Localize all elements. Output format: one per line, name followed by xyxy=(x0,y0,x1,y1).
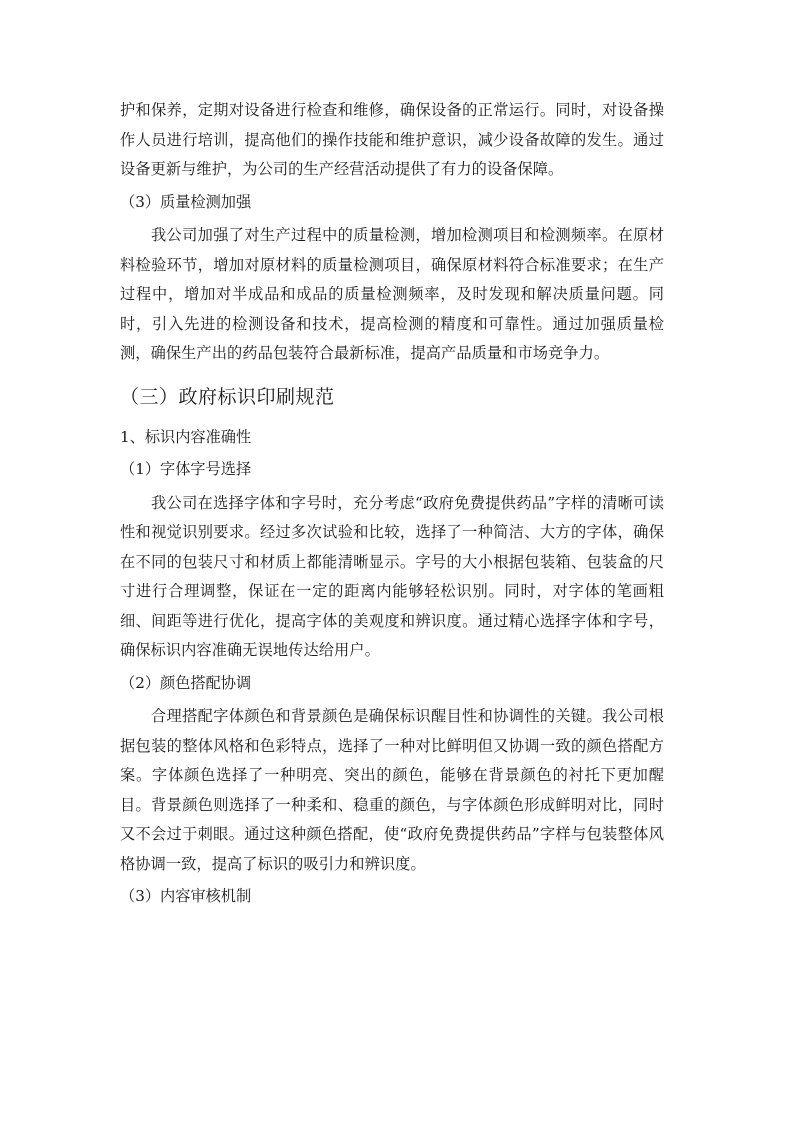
paragraph-quality-inspection: 我公司加强了对生产过程中的质量检测，增加检测项目和检测频率。在原材料检验环节，增加对原材料的质量检测项目，确保原材料符合标准要求；在生产过程中，增加对半成品和成品的质量检测频率，及时发现和解决质量问题。同时，引入先进的检测设备和技术，提高检测的精度和可靠性。通过加强质量检测，确保生产出的药品包装符合最新标准，提高产品质量和市场竞争力。 xyxy=(120,226,664,362)
subheading-quality-inspection: （3）质量检测加强 xyxy=(120,192,252,211)
subheading-font-selection: （1）字体字号选择 xyxy=(120,460,252,478)
subheading-color-matching: （2）颜色搭配协调 xyxy=(120,673,252,692)
item-heading-label-accuracy: 1、标识内容准确性 xyxy=(120,427,252,446)
page-content xyxy=(120,96,664,916)
subheading-content-review: （3）内容审核机制 xyxy=(120,887,252,905)
paragraph-font-selection: 我公司在选择字体和字号时，充分考虑“政府免费提供药品”字样的清晰可读性和视觉识别要求。经过多次试验和比较，选择了一种简洁、大方的字体，确保在不同的包装尺寸和材质上都能清晰显示。字号的大小根据包装箱、包装盒的尺寸进行合理调整，保证在一定的距离内能够轻松识别。同时，对字体的笔画粗细、间距等进行优化，提高字体的美观度和辨识度。通过精心选择字体和字号，确保标识内容准确无误地传达给用户。 xyxy=(120,493,664,659)
paragraph-equipment-maintenance: 护和保养，定期对设备进行检查和维修，确保设备的正常运行。同时，对设备操作人员进行培训，提高他们的操作技能和维护意识，减少设备故障的发生。通过设备更新与维护，为公司的生产经营活动提供了有力的设备保障。 xyxy=(120,101,664,178)
paragraph-color-matching: 合理搭配字体颜色和背景颜色是确保标识醒目性和协调性的关键。我公司根据包装的整体风格和色彩特点，选择了一种对比鲜明但又协调一致的颜色搭配方案。字体颜色选择了一种明亮、突出的颜色，能够在背景颜色的衬托下更加醒目。背景颜色则选择了一种柔和、稳重的颜色，与字体颜色形成鲜明对比，同时又不会过于刺眼。通过这种颜色搭配，使“政府免费提供药品”字样与包装整体风格协调一致，提高了标识的吸引力和辨识度。 xyxy=(120,707,664,873)
section-heading-government-label: （三）政府标识印刷规范 xyxy=(120,385,335,408)
